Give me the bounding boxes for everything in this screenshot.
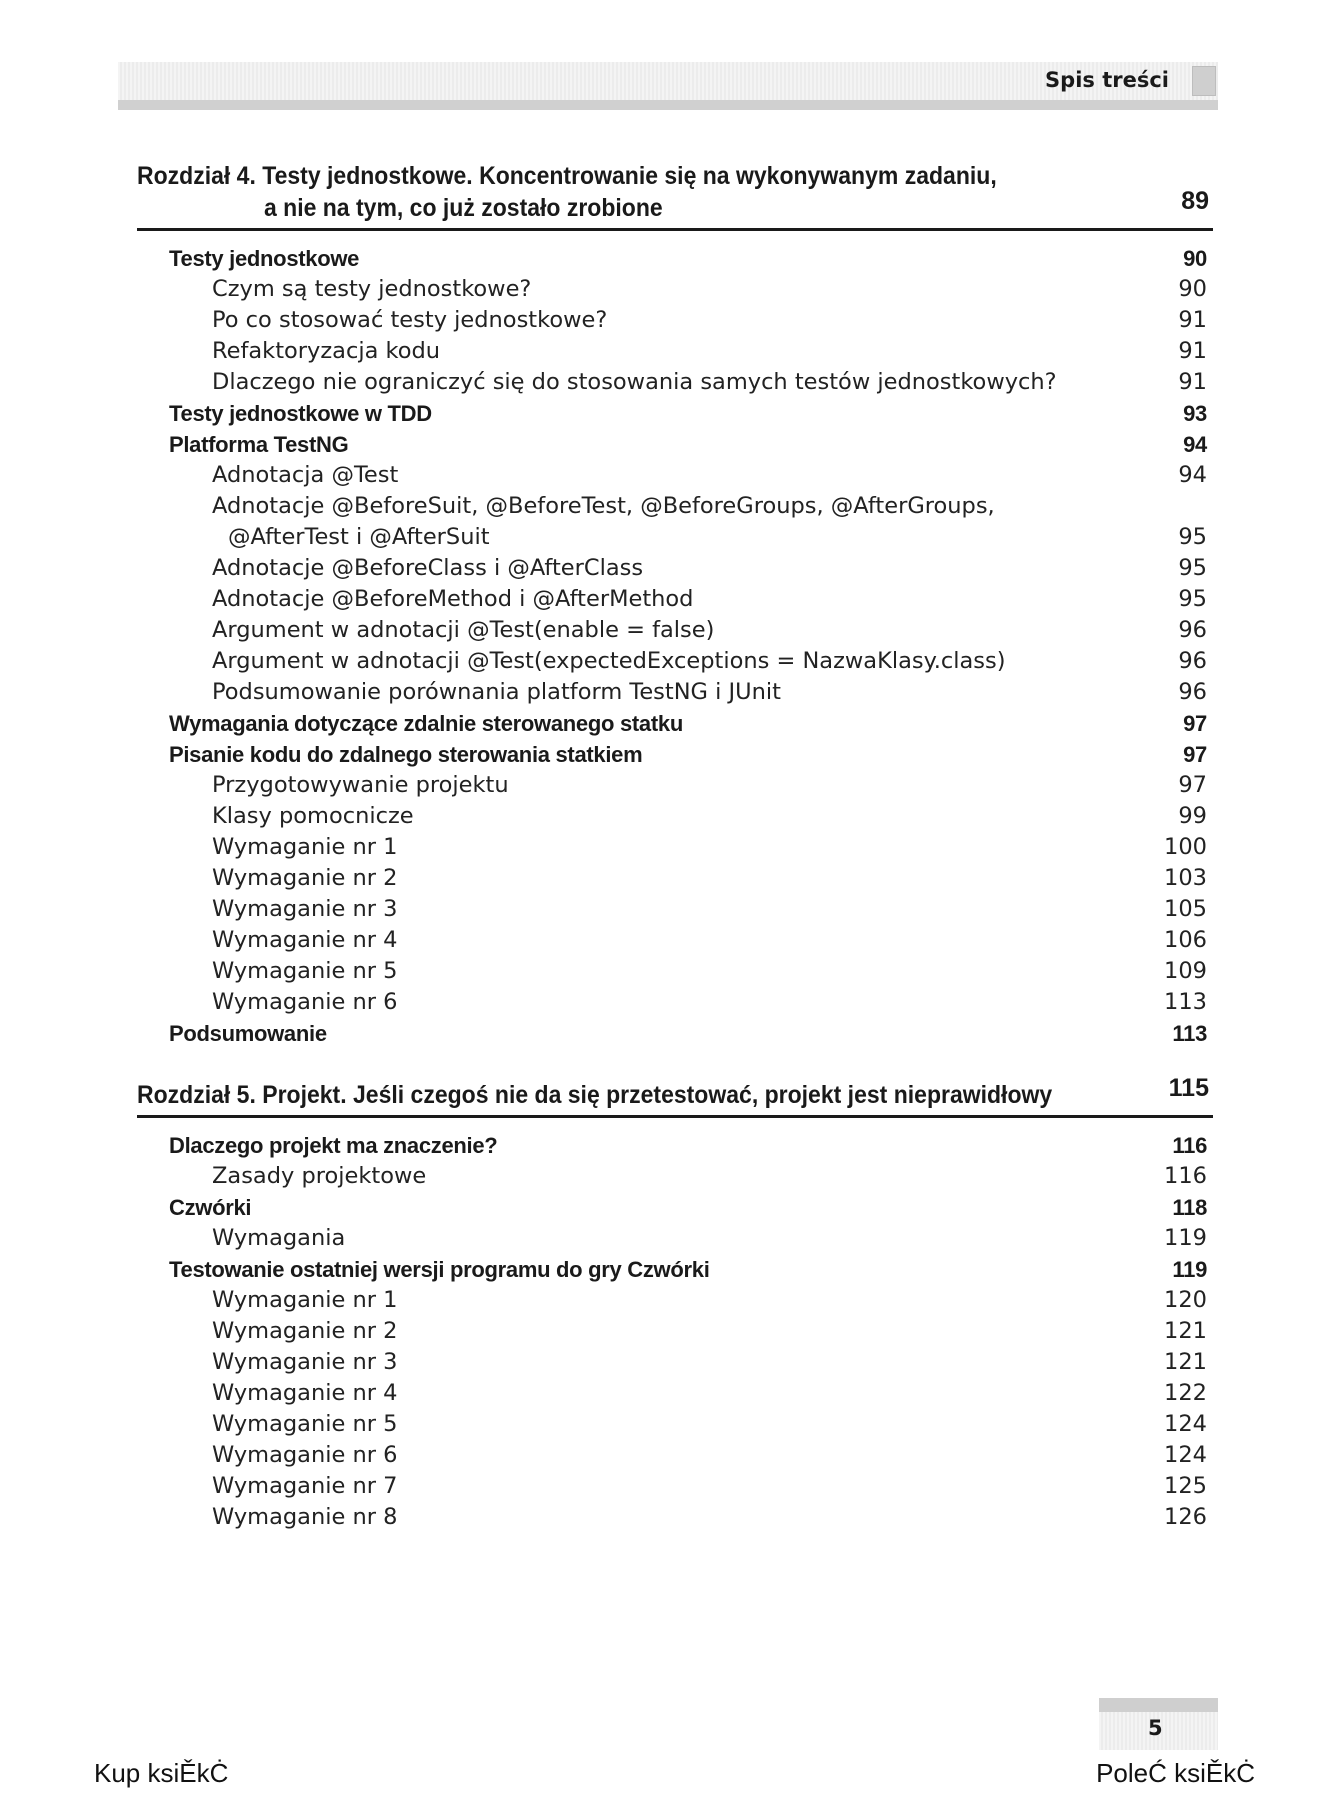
toc-subsection-entry[interactable] [137, 553, 1213, 584]
toc-subsection-entry[interactable] [137, 770, 1213, 801]
toc-entry-page: 106 [1164, 927, 1207, 953]
toc-entry-page: 125 [1164, 1473, 1207, 1499]
toc-section-entry[interactable] [137, 739, 1213, 770]
toc-entry-title: Dlaczego nie ograniczyć się do stosowania samych testów jednostkowych? [212, 369, 1057, 395]
toc-entry-title: Wymaganie nr 5 [212, 1411, 398, 1437]
toc-entry-title: Wymaganie nr 3 [212, 896, 398, 922]
toc-entry-title: Wymagania dotyczące zdalnie sterowanego statku [169, 711, 683, 736]
toc-entry-title: Wymaganie nr 8 [212, 1504, 398, 1530]
toc-entry-title: Adnotacje @BeforeClass i @AfterClass [212, 555, 644, 581]
toc-entry-title: Wymaganie nr 1 [212, 1287, 398, 1313]
toc-entry-title-line: @AfterTest i @AfterSuit [228, 524, 490, 550]
toc-subsection-entry[interactable] [137, 1502, 1213, 1533]
toc-entry-page: 116 [1164, 1163, 1207, 1189]
toc-entry-page: 113 [1172, 1021, 1207, 1046]
toc-entry-page: 124 [1164, 1442, 1207, 1468]
toc-entry-title: Adnotacje @BeforeMethod i @AfterMethod [212, 586, 694, 612]
toc-entry-page: 118 [1172, 1195, 1207, 1220]
toc-section-entry[interactable] [137, 1192, 1213, 1223]
page-number: 5 [1148, 1716, 1163, 1740]
toc-subsection-entry[interactable] [137, 1440, 1213, 1471]
toc-entry-title: Wymaganie nr 2 [212, 865, 398, 891]
folio-band [1099, 1698, 1218, 1712]
toc-entry-page: 119 [1172, 1257, 1207, 1282]
toc-entry-title: Wymaganie nr 1 [212, 834, 398, 860]
toc-entry-title: Testy jednostkowe w TDD [169, 401, 432, 426]
toc-subsection-entry[interactable] [137, 491, 1213, 553]
toc-subsection-entry[interactable] [137, 460, 1213, 491]
toc-subsection-entry[interactable] [137, 1347, 1213, 1378]
chapter-rule [137, 1115, 1213, 1118]
toc-subsection-entry[interactable] [137, 832, 1213, 863]
toc-entry-title: Wymaganie nr 4 [212, 927, 398, 953]
toc-subsection-entry[interactable] [137, 677, 1213, 708]
toc-entry-title: Czym są testy jednostkowe? [212, 276, 532, 302]
toc-subsection-entry[interactable] [137, 367, 1213, 398]
toc-entry-title-line: Adnotacje @BeforeSuit, @BeforeTest, @BeforeGroups, @AfterGroups, [212, 493, 995, 519]
chapter-gap [137, 1049, 1213, 1079]
toc-subsection-entry[interactable] [137, 305, 1213, 336]
toc-entry-title: Po co stosować testy jednostkowe? [212, 307, 608, 333]
toc-subsection-entry[interactable] [137, 863, 1213, 894]
toc-entry-title: Wymaganie nr 2 [212, 1318, 398, 1344]
toc-entry-page: 91 [1178, 338, 1207, 364]
toc-entry-title [212, 491, 995, 553]
toc-entry-page: 96 [1178, 679, 1207, 705]
chapter-heading [137, 1074, 1213, 1111]
toc-entry-page: 120 [1164, 1287, 1207, 1313]
running-head: Spis treści [1045, 68, 1169, 92]
toc-subsection-entry[interactable] [137, 1161, 1213, 1192]
toc-entry-page: 116 [1172, 1133, 1207, 1158]
toc-entry-title: Wymaganie nr 7 [212, 1473, 398, 1499]
toc-subsection-entry[interactable] [137, 956, 1213, 987]
toc-entry-title: Czwórki [169, 1195, 252, 1220]
toc-entry-page: 91 [1178, 369, 1207, 395]
toc-entry-page: 121 [1164, 1349, 1207, 1375]
toc-entry-title: Pisanie kodu do zdalnego sterowania statkiem [169, 742, 643, 767]
chapter-title-line: Rozdział 4. Testy jednostkowe. Koncentrowanie się na wykonywanym zadaniu, [137, 162, 997, 190]
chapter-title-line: a nie na tym, co już zostało zrobione [263, 194, 663, 222]
toc-subsection-entry[interactable] [137, 1409, 1213, 1440]
toc-entry-title: Wymaganie nr 3 [212, 1349, 398, 1375]
toc-entry-title: Refaktoryzacja kodu [212, 338, 441, 364]
toc-entry-page: 95 [1178, 524, 1207, 550]
toc-subsection-entry[interactable] [137, 1316, 1213, 1347]
toc-section-entry[interactable] [137, 243, 1213, 274]
toc-subsection-entry[interactable] [137, 584, 1213, 615]
toc-entry-page: 95 [1178, 586, 1207, 612]
toc-entry-page: 97 [1183, 711, 1207, 736]
toc-entry-title: Testy jednostkowe [169, 246, 360, 271]
toc-entry-page: 94 [1178, 462, 1207, 488]
toc-entry-page: 109 [1164, 958, 1207, 984]
toc-subsection-entry[interactable] [137, 615, 1213, 646]
toc-entry-title: Zasady projektowe [212, 1163, 427, 1189]
toc-subsection-entry[interactable] [137, 894, 1213, 925]
toc-entry-page: 96 [1178, 648, 1207, 674]
toc-entry-page: 103 [1164, 865, 1207, 891]
toc-section-entry[interactable] [137, 1254, 1213, 1285]
table-of-contents [137, 160, 1213, 1533]
toc-entry-page: 94 [1183, 432, 1207, 457]
toc-subsection-entry[interactable] [137, 1378, 1213, 1409]
toc-section-entry[interactable] [137, 708, 1213, 739]
toc-subsection-entry[interactable] [137, 646, 1213, 677]
toc-entry-page: 105 [1164, 896, 1207, 922]
toc-entry-page: 121 [1164, 1318, 1207, 1344]
toc-entry-title: Wymagania [212, 1225, 346, 1251]
header-decoration [1192, 66, 1216, 96]
toc-subsection-entry[interactable] [137, 1471, 1213, 1502]
chapter-heading [137, 160, 1213, 224]
toc-entry-page: 99 [1178, 803, 1207, 829]
toc-entry-title: Wymaganie nr 5 [212, 958, 398, 984]
toc-entry-page: 126 [1164, 1504, 1207, 1530]
header-rule [118, 100, 1218, 110]
toc-entry-title: Testowanie ostatniej wersji programu do gry Czwórki [169, 1257, 710, 1282]
toc-section-entry[interactable] [137, 398, 1213, 429]
toc-entry-page: 122 [1164, 1380, 1207, 1406]
toc-section-entry[interactable] [137, 429, 1213, 460]
toc-entry-title: Argument w adnotacji @Test(expectedExceptions = NazwaKlasy.class) [212, 648, 1006, 674]
buy-book-link[interactable]: Kup ksiĚkĊ [94, 1758, 229, 1788]
toc-entry-page: 100 [1164, 834, 1207, 860]
toc-subsection-entry[interactable] [137, 336, 1213, 367]
toc-subsection-entry[interactable] [137, 1285, 1213, 1316]
toc-subsection-entry[interactable] [137, 1223, 1213, 1254]
toc-entry-title: Wymaganie nr 6 [212, 1442, 398, 1468]
chapter-title [137, 160, 1127, 224]
toc-entry-title: Platforma TestNG [169, 432, 349, 457]
toc-subsection-entry[interactable] [137, 801, 1213, 832]
toc-entry-title: Podsumowanie porównania platform TestNG i JUnit [212, 679, 781, 705]
toc-entry-page: 119 [1164, 1225, 1207, 1251]
toc-entry-page: 113 [1164, 989, 1207, 1015]
toc-entry-page: 96 [1178, 617, 1207, 643]
toc-entry-page: 97 [1178, 772, 1207, 798]
chapter-title-line: Rozdział 5. Projekt. Jeśli czegoś nie da się przetestować, projekt jest nieprawidłowy [137, 1081, 1053, 1109]
toc-entry-page: 97 [1183, 742, 1207, 767]
toc-entry-page: 95 [1178, 555, 1207, 581]
toc-section-entry[interactable] [137, 1130, 1213, 1161]
toc-entry-title: Dlaczego projekt ma znaczenie? [169, 1133, 498, 1158]
toc-entry-page: 124 [1164, 1411, 1207, 1437]
toc-entry-title: Klasy pomocnicze [212, 803, 414, 829]
toc-entry-page: 90 [1178, 276, 1207, 302]
toc-entry-page: 90 [1183, 246, 1207, 271]
toc-subsection-entry[interactable] [137, 274, 1213, 305]
toc-subsection-entry[interactable] [137, 925, 1213, 956]
toc-entry-title: Wymaganie nr 6 [212, 989, 398, 1015]
toc-entry-title: Adnotacja @Test [212, 462, 399, 488]
toc-entry-title: Podsumowanie [169, 1021, 327, 1046]
toc-entry-page: 93 [1183, 401, 1207, 426]
toc-entry-title: Wymaganie nr 4 [212, 1380, 398, 1406]
chapter-rule [137, 228, 1213, 231]
chapter-title [137, 1079, 1127, 1111]
chapter-page-number: 115 [1168, 1074, 1209, 1102]
toc-section-entry[interactable] [137, 1018, 1213, 1049]
toc-subsection-entry[interactable] [137, 987, 1213, 1018]
recommend-book-link[interactable]: PoleĆ ksiĚkĊ [1096, 1758, 1255, 1788]
toc-entry-page: 91 [1178, 307, 1207, 333]
toc-entry-title: Argument w adnotacji @Test(enable = false) [212, 617, 715, 643]
toc-entry-title: Przygotowywanie projektu [212, 772, 509, 798]
chapter-page-number: 89 [1181, 187, 1209, 215]
